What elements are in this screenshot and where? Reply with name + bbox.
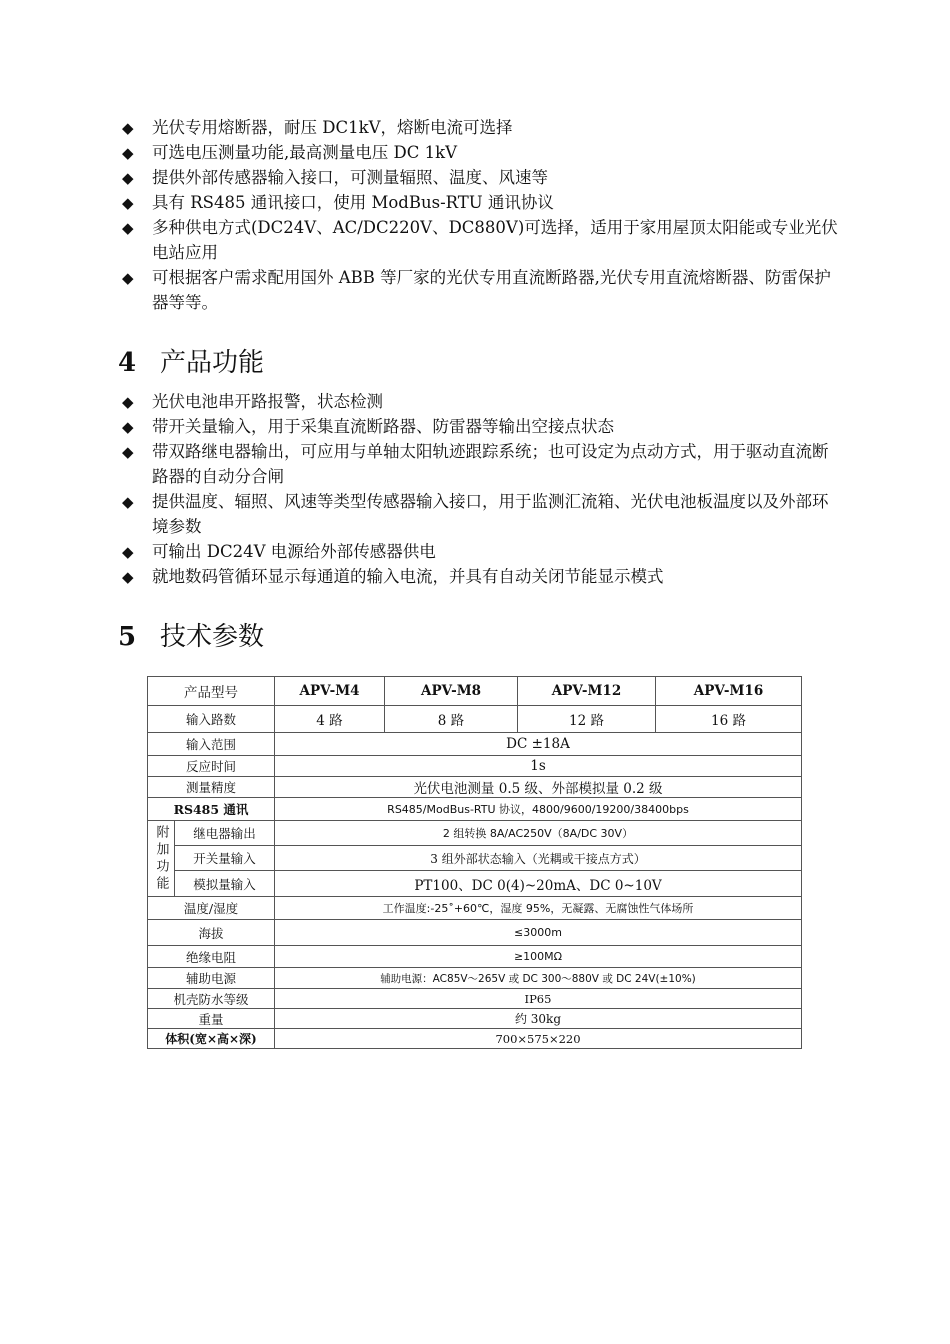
table-cell: 700×575×220	[275, 1029, 802, 1049]
table-cell: 3 组外部状态输入（光耦或干接点方式）	[275, 846, 802, 871]
list-item	[118, 215, 838, 265]
table-row	[148, 989, 802, 1009]
list-item	[118, 414, 838, 439]
table-cell: DC ±18A	[275, 733, 802, 756]
list-item	[118, 539, 838, 564]
table-row	[148, 871, 802, 897]
table-row	[148, 821, 802, 846]
table-cell: 工作温度:-25˚+60℃，湿度 95%，无凝露、无腐蚀性气体场所	[275, 897, 802, 920]
list-item-text: 可输出 DC24V 电源给外部传感器供电	[152, 542, 436, 561]
list-item-text: 带开关量输入，用于采集直流断路器、防雷器等输出空接点状态	[152, 417, 614, 436]
table-cell: 16 路	[656, 706, 802, 733]
table-row-label: 绝缘电阻	[148, 946, 275, 968]
table-cell: PT100、DC 0(4)~20mA、DC 0~10V	[275, 871, 802, 897]
list-item	[118, 439, 838, 489]
extra-functions-group-label: 附加功能	[148, 821, 175, 897]
table-row	[148, 920, 802, 946]
diamond-bullet-icon: ◆	[122, 269, 134, 287]
table-cell: 1s	[275, 756, 802, 777]
table-row	[148, 756, 802, 777]
table-cell: 4 路	[275, 706, 385, 733]
table-row-label: 重量	[148, 1009, 275, 1029]
list-item-text: 带双路继电器输出，可应用与单轴太阳轨迹跟踪系统；也可设定为点动方式，用于驱动直流断路器的自动分合闸	[152, 442, 829, 486]
list-item-text: 具有 RS485 通讯接口，使用 ModBus-RTU 通讯协议	[152, 193, 554, 212]
table-row-label: 输入范围	[148, 733, 275, 756]
diamond-bullet-icon: ◆	[122, 493, 134, 511]
list-item	[118, 265, 838, 315]
diamond-bullet-icon: ◆	[122, 119, 134, 137]
list-item-text: 提供外部传感器输入接口，可测量辐照、温度、风速等	[152, 168, 548, 187]
table-row	[148, 706, 802, 733]
table-row-label: 测量精度	[148, 777, 275, 798]
list-item-text: 光伏电池串开路报警，状态检测	[152, 392, 383, 411]
diamond-bullet-icon: ◆	[122, 568, 134, 586]
table-cell: 12 路	[518, 706, 656, 733]
table-row-label: 反应时间	[148, 756, 275, 777]
table-row-label: 开关量输入	[175, 846, 275, 871]
table-row-label: 继电器输出	[175, 821, 275, 846]
model-header: APV-M16	[656, 677, 802, 706]
list-item-text: 可根据客户需求配用国外 ABB 等厂家的光伏专用直流断路器,光伏专用直流熔断器、防雷保护器等等。	[152, 268, 831, 312]
section-title: 产品功能	[160, 348, 265, 378]
table-row	[148, 897, 802, 920]
table-cell: ≤3000m	[275, 920, 802, 946]
table-cell: ≥100MΩ	[275, 946, 802, 968]
table-row-label: 产品型号	[148, 677, 275, 706]
feature-list	[118, 115, 838, 315]
list-item	[118, 190, 838, 215]
table-cell: 辅助电源：AC85V～265V 或 DC 300～880V 或 DC 24V(±10%)	[275, 968, 802, 989]
table-row-label: 辅助电源	[148, 968, 275, 989]
section-4-heading	[118, 346, 264, 380]
list-item-text: 提供温度、辐照、风速等类型传感器输入接口，用于监测汇流箱、光伏电池板温度以及外部环境参数	[152, 492, 829, 536]
section-5-heading	[118, 620, 264, 654]
list-item	[118, 489, 838, 539]
function-list	[118, 389, 838, 589]
table-row-label: 机壳防水等级	[148, 989, 275, 1009]
section-title: 技术参数	[160, 622, 265, 652]
table-row-label: RS485 通讯	[148, 798, 275, 821]
spec-table	[147, 676, 802, 1049]
table-cell: IP65	[275, 989, 802, 1009]
table-row-label: 海拔	[148, 920, 275, 946]
table-row-label: 体积(宽×高×深)	[148, 1029, 275, 1049]
list-item	[118, 115, 838, 140]
table-row-label: 输入路数	[148, 706, 275, 733]
section-number: 5	[118, 622, 137, 652]
table-cell: RS485/ModBus-RTU 协议，4800/9600/19200/38400bps	[275, 798, 802, 821]
table-row	[148, 1029, 802, 1049]
list-item-text: 多种供电方式(DC24V、AC/DC220V、DC880V)可选择，适用于家用屋顶太阳能或专业光伏电站应用	[152, 218, 838, 262]
table-row	[148, 733, 802, 756]
list-item	[118, 389, 838, 414]
diamond-bullet-icon: ◆	[122, 194, 134, 212]
table-row	[148, 946, 802, 968]
table-cell: 光伏电池测量 0.5 级、外部模拟量 0.2 级	[275, 777, 802, 798]
table-row-label: 温度/湿度	[148, 897, 275, 920]
diamond-bullet-icon: ◆	[122, 393, 134, 411]
list-item	[118, 165, 838, 190]
list-item-text: 光伏专用熔断器，耐压 DC1kV，熔断电流可选择	[152, 118, 513, 137]
table-row-label: 模拟量输入	[175, 871, 275, 897]
list-item	[118, 564, 838, 589]
table-row	[148, 798, 802, 821]
model-header: APV-M8	[385, 677, 518, 706]
model-header: APV-M4	[275, 677, 385, 706]
model-header: APV-M12	[518, 677, 656, 706]
diamond-bullet-icon: ◆	[122, 219, 134, 237]
section-number: 4	[118, 348, 137, 378]
table-row	[148, 777, 802, 798]
list-item-text: 可选电压测量功能,最高测量电压 DC 1kV	[152, 143, 458, 162]
diamond-bullet-icon: ◆	[122, 543, 134, 561]
diamond-bullet-icon: ◆	[122, 418, 134, 436]
table-row	[148, 677, 802, 706]
table-cell: 2 组转换 8A/AC250V（8A/DC 30V）	[275, 821, 802, 846]
list-item-text: 就地数码管循环显示每通道的输入电流，并具有自动关闭节能显示模式	[152, 567, 664, 586]
diamond-bullet-icon: ◆	[122, 169, 134, 187]
table-row	[148, 968, 802, 989]
table-row	[148, 1009, 802, 1029]
table-cell: 8 路	[385, 706, 518, 733]
list-item	[118, 140, 838, 165]
diamond-bullet-icon: ◆	[122, 144, 134, 162]
table-cell: 约 30kg	[275, 1009, 802, 1029]
table-row	[148, 846, 802, 871]
diamond-bullet-icon: ◆	[122, 443, 134, 461]
